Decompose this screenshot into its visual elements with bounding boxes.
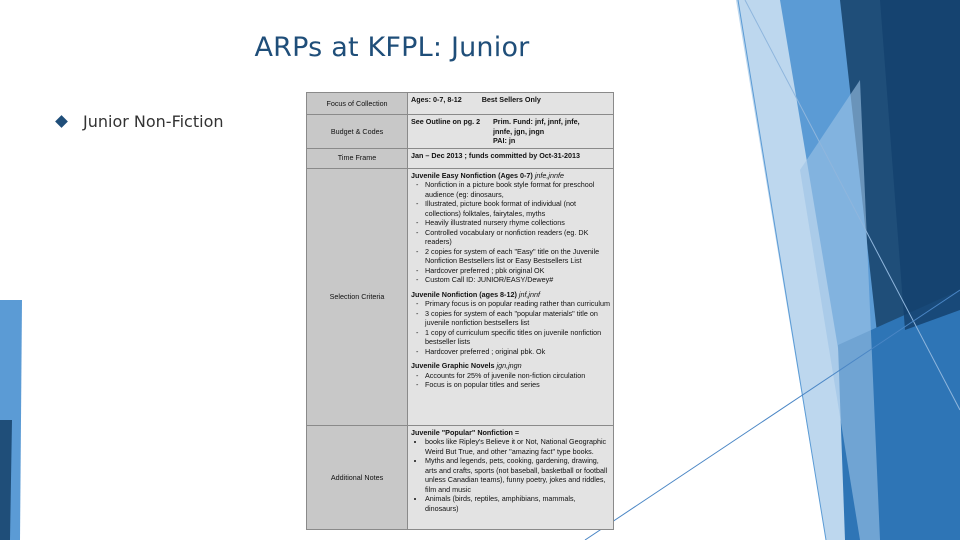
row-notes: [307, 425, 614, 529]
gn-codes: jgn,jngn: [496, 361, 522, 370]
easy-codes: jnfe,jnnfe: [534, 170, 564, 180]
list-item: - Illustrated, picture book format of individual (not collections) folktales, fairytales, myths: [425, 199, 610, 218]
easy-list: [411, 180, 610, 285]
focus-bestsellers: Best Sellers Only: [481, 95, 541, 104]
list-item: - 1 copy of curriculum specific titles on juvenile nonfiction bestseller lists: [425, 328, 610, 347]
codes-line-2: jnnfe, jgn, jngn: [493, 126, 545, 136]
selection-label: Selection Criteria: [307, 168, 408, 425]
list-item: - Primary focus is on popular reading rather than curriculum: [425, 299, 610, 309]
list-item: - 3 copies for system of each "popular materials" title on juvenile nonfiction bestsellers list: [425, 309, 610, 328]
row-time: [307, 148, 614, 168]
pai-code: PAI: jn: [493, 136, 516, 145]
notes-label: Additional Notes: [307, 425, 408, 529]
budget-label: Budget & Codes: [307, 115, 408, 149]
notes-heading: Juvenile "Popular" Nonfiction =: [411, 427, 520, 437]
budget-value: [408, 115, 614, 149]
list-item: - Nonfiction in a picture book style format for preschool audience (eg: dinosaurs,: [425, 180, 610, 199]
list-item: - Hardcover preferred ; original pbk. Ok: [425, 347, 610, 357]
juv-codes: jnf,jnnf: [518, 289, 541, 299]
bullet-text: Junior Non-Fiction: [83, 112, 224, 131]
slide-title: ARPs at KFPL: Junior: [254, 32, 530, 63]
notes-value: [408, 425, 614, 529]
list-item: - Custom Call ID: JUNIOR/EASY/Dewey#: [425, 275, 610, 285]
juv-heading: Juvenile Nonfiction (ages 8-12): [411, 289, 517, 299]
list-item: - Heavily illustrated nursery rhyme collections: [425, 218, 610, 228]
row-focus: [307, 93, 614, 115]
diamond-bullet-icon: [55, 115, 68, 128]
prim-fund-label: Prim. Fund:: [493, 117, 533, 126]
list-item: • Animals (birds, reptiles, amphibians, mammals, dinosaurs): [425, 494, 610, 513]
time-value: Jan – Dec 2013 ; funds committed by Oct-31-2013: [408, 148, 614, 168]
focus-value: [408, 93, 614, 115]
bullet-item: [57, 112, 224, 131]
budget-codes: [493, 117, 580, 146]
row-budget: [307, 115, 614, 149]
gn-list: [411, 371, 610, 390]
juv-list: [411, 299, 610, 356]
list-item: - 2 copies for system of each "Easy" title on the Juvenile Nonfiction Bestsellers list or Easy Bestsellers List: [425, 247, 610, 266]
focus-ages: Ages: 0-7, 8-12: [411, 95, 462, 104]
list-item: • Myths and legends, pets, cooking, gardening, drawing, arts and crafts, sports (not baseball, basketball or football unless Canadian teams), funny poetry, jokes and riddles, film and music: [425, 456, 610, 494]
list-item: - Hardcover preferred ; pbk original OK: [425, 266, 610, 276]
left-strip-dark: [0, 420, 12, 540]
codes-line-1: jnf, jnnf, jnfe,: [534, 117, 580, 126]
time-label: Time Frame: [307, 148, 408, 168]
arp-table: [306, 92, 614, 530]
list-item: - Focus is on popular titles and series: [425, 380, 610, 390]
list-item: • books like Ripley's Believe it or Not, National Geographic Weird But True, and other "amazing fact" type books.: [425, 437, 610, 456]
selection-value: [408, 168, 614, 425]
focus-label: Focus of Collection: [307, 93, 408, 115]
notes-list: [411, 437, 610, 513]
easy-heading: Juvenile Easy Nonfiction (Ages 0-7): [411, 170, 533, 180]
budget-outline: See Outline on pg. 2: [411, 117, 481, 126]
list-item: - Accounts for 25% of juvenile non-fiction circulation: [425, 371, 610, 381]
row-selection: [307, 168, 614, 425]
list-item: - Controlled vocabulary or nonfiction readers (eg. DK readers): [425, 228, 610, 247]
gn-heading: Juvenile Graphic Novels: [411, 361, 495, 370]
